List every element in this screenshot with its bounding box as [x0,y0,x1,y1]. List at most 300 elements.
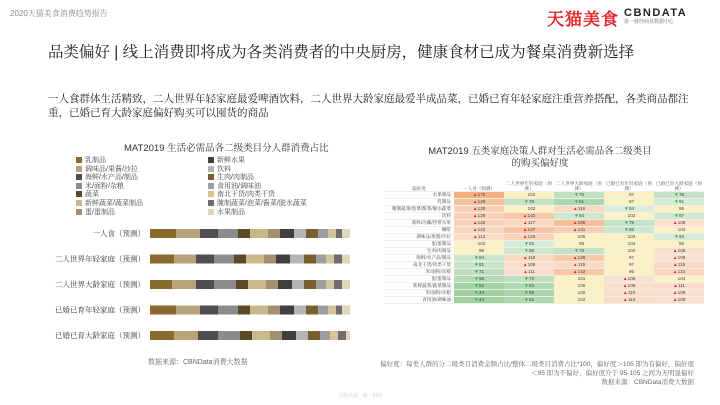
table-header-cell: 一人食（预测） [454,177,504,191]
table-value-cell [654,226,704,233]
arrow-down-icon: ▼ [674,199,679,204]
bar-segment [342,280,350,289]
table-value-cell [554,261,604,268]
arrow-up-icon: ▲ [522,213,528,218]
table-value-cell [654,198,704,205]
arrow-down-icon: ▼ [524,199,529,204]
table-value-cell [504,205,554,212]
bar-segment [330,331,338,340]
bar-segment [174,331,198,340]
arrow-down-icon: ▼ [474,269,479,274]
table-category-cell: 水果制品 [384,191,454,198]
bar-segment [342,255,350,264]
table-value: 109 [527,262,536,267]
table-value-cell [454,254,504,261]
table-value: 84 [578,213,585,218]
arrow-down-icon: ▼ [524,290,529,295]
table-value: 84 [478,255,485,260]
arrow-up-icon: ▲ [573,262,578,267]
arrow-down-icon: ▼ [524,276,529,281]
table-category-cell: 食用油/调味油 [384,296,454,303]
table-value: 98 [478,248,485,253]
table-value: 100 [577,290,586,295]
table-value: 113 [627,297,636,302]
table-value: 61 [578,199,585,204]
table-header-cell: 已婚已育年轻家庭（预测） [604,177,654,191]
bar-segment [218,331,240,340]
table-value-cell [654,289,704,296]
table-value: 108 [677,220,686,225]
table-row [384,233,704,240]
legend-label: 食用油/调味油 [217,182,261,190]
table-value-cell [504,240,554,247]
bar-segment [296,331,308,340]
bar-segment [234,255,246,264]
table-value-cell [454,191,504,198]
table-value-cell [554,268,604,275]
bar-segment [316,255,326,264]
bar-segment [292,280,304,289]
arrow-up-icon: ▲ [572,220,578,225]
arrow-down-icon: ▼ [624,220,629,225]
table-value-cell [504,282,554,289]
table-category-cell: 南北干货/肉类干货 [384,261,454,268]
table-value-cell [504,233,554,240]
table-value-cell [504,296,554,303]
table-value: 97 [628,255,635,260]
arrow-up-icon: ▲ [572,255,578,260]
table-category-cell: 乳制品 [384,198,454,205]
bar-segment [280,229,294,238]
table-value-cell [604,282,654,289]
table-value-cell [454,233,504,240]
arrow-up-icon: ▲ [522,262,528,267]
table-value-cell [604,191,654,198]
bar-segment [334,280,342,289]
table-value: 102 [627,213,636,218]
arrow-up-icon: ▲ [472,220,478,225]
table-value: 111 [528,269,535,274]
bar-segment [268,306,280,315]
table-header-cell: 已婚已育大龄家庭（预测） [654,177,704,191]
bar-segment [282,331,296,340]
bar-segment [304,280,316,289]
bar-category-label: 二人世界年轻家庭（预测） [55,254,145,264]
table-value: 104 [677,276,686,281]
table-value: 142 [577,269,586,274]
legend-label: 调味品/果酱/沙拉 [85,165,138,173]
table-value: 108 [677,248,686,253]
table-value: 78 [678,192,685,197]
preference-source: 数据来源：CBNData消费大数据 [601,379,694,386]
table-value: 73 [528,276,535,281]
table-value: 119 [527,255,536,260]
arrow-down-icon: ▼ [624,206,629,211]
table-value-cell [654,296,704,303]
bar-segment [336,229,342,238]
bar-segment [308,331,320,340]
table-value: 96 [628,269,635,274]
bar-category-label: 已婚已育年轻家庭（预测） [55,305,145,315]
table-value: 44 [478,297,485,302]
preference-note-text: 偏好度：每类人群的分二级类目消费金额占比/整体二级类目消费占比*100，偏好度＞105 即为有偏好，偏好度＜95 即为不偏好，偏好度介于 95-105 之间为无明显偏好 [380,361,694,377]
table-value-cell [604,296,654,303]
table-value: 131 [577,227,586,232]
bar-segment [214,255,234,264]
arrow-up-icon: ▲ [672,269,678,274]
arrow-up-icon: ▲ [622,283,628,288]
bar-segment [200,306,218,315]
legend-label: 南北干货/肉类干货 [217,191,275,199]
table-value-cell [504,212,554,219]
table-value: 101 [577,276,586,281]
legend-label: 新鲜蔬菜/蔬菜制品 [85,200,143,207]
table-row [384,275,704,282]
arrow-up-icon: ▲ [623,297,628,302]
table-value: 93 [678,234,685,239]
arrow-down-icon: ▼ [474,290,479,295]
table-value: 97 [628,192,635,197]
legend-label: 米/面粉/杂粮 [85,182,124,190]
arrow-down-icon: ▼ [574,248,579,253]
table-value-cell [604,254,654,261]
table-value: 78 [528,199,535,204]
arrow-up-icon: ▲ [472,227,478,232]
arrow-up-icon: ▲ [472,192,478,197]
table-category-cell: 调味品/果酱/沙拉 [384,233,454,240]
table-value: 115 [677,262,686,267]
table-value: 155 [577,220,586,225]
table-value: 113 [477,234,486,239]
table-value: 75 [578,192,585,197]
table-value-cell [654,261,704,268]
table-value-cell [554,212,604,219]
arrow-up-icon: ▲ [572,269,578,274]
table-value-cell [504,219,554,226]
bar-segment [334,255,342,264]
table-category-cell: 海鲜/水产品/制品 [384,254,454,261]
arrow-down-icon: ▼ [524,297,529,302]
table-value-cell [604,198,654,205]
bar-segment [238,229,250,238]
table-value-cell [604,289,654,296]
table-row [384,289,704,296]
table-value-cell [604,240,654,247]
table-value-cell [554,296,604,303]
table-value-cell [654,205,704,212]
table-value-cell [654,275,704,282]
table-value: 116 [577,206,586,211]
bar-segment [246,255,264,264]
bar-segment [196,280,214,289]
legend-label: 饮料 [217,165,231,173]
bar-category-label: 一人食（预测） [92,228,145,238]
table-value: 94 [628,206,635,211]
table-value: 126 [477,220,486,225]
table-value: 97 [628,199,635,204]
table-value-cell [604,205,654,212]
cbndata-logo-subtext: 第一财经商业数据中心 [624,19,675,25]
bar-segment [174,255,196,264]
table-value-cell [504,226,554,233]
table-value-cell [604,268,654,275]
arrow-up-icon: ▲ [622,276,628,281]
table-value: 121 [677,269,686,274]
table-row [384,191,704,198]
bar-category-label: 二人世界大龄家庭（预测） [55,279,145,289]
arrow-up-icon: ▲ [672,290,678,295]
arrow-down-icon: ▼ [524,241,529,246]
table-value: 56 [528,290,535,295]
table-value: 64 [528,283,535,288]
bar-segment [338,331,346,340]
arrow-up-icon: ▲ [672,255,678,260]
table-value: 102 [527,206,536,211]
table-value-cell [504,275,554,282]
bar-segment [218,306,238,315]
bar-segment [270,331,282,340]
table-header-cell: 二人世界年轻家庭（预测） [504,177,554,191]
table-value: 62 [528,297,535,302]
bar-segment [236,280,248,289]
table-value-cell [454,240,504,247]
table-value: 110 [627,290,636,295]
preference-table-title: MAT2019 五类家庭决策人群对生活必需品各二级类目的购买偏好度 [428,146,652,169]
arrow-down-icon: ▼ [674,234,679,239]
arrow-up-icon: ▲ [522,227,528,232]
table-category-cell: 蛋/蛋制品 [384,275,454,282]
bar-segment [240,331,252,340]
preference-note [374,360,694,387]
table-row [384,240,704,247]
table-row [384,268,704,275]
table-value-cell [604,233,654,240]
table-value: 109 [677,290,686,295]
cbndata-logo-text: CBNDATA [624,7,688,19]
bar-segment [150,331,174,340]
bar-segment [278,280,292,289]
bar-segment [306,229,318,238]
table-value-cell [604,219,654,226]
table-value-cell [604,212,654,219]
table-value-cell [454,275,504,282]
table-row [384,296,704,303]
table-value: 44 [478,290,485,295]
bar-segment [294,229,306,238]
legend-label: 海鲜/水产品/制品 [85,174,138,182]
table-value-cell [504,191,554,198]
table-header-cell: 二人世界大龄家庭（预测） [554,177,604,191]
table-category-cell: 咖啡 [384,226,454,233]
bar-segment [280,306,294,315]
table-value: 78 [578,248,585,253]
tmall-logo: 天猫美食 [547,10,619,29]
table-value-cell [454,219,504,226]
bar-segment [248,280,266,289]
table-value: 117 [527,220,536,225]
bar-segment [318,229,328,238]
bar-segment [328,306,336,315]
table-row [384,282,704,289]
table-value: 115 [577,262,586,267]
arrow-up-icon: ▲ [523,220,528,225]
table-value: 91 [678,199,685,204]
table-value-cell [554,198,604,205]
table-header-row [384,177,704,191]
stacked-chart-title: MAT2019 生活必需品各二级类目分人群消费占比 [124,143,329,154]
table-category-cell: 新鲜/冷藏/热带水果 [384,219,454,226]
table-value-cell [604,261,654,268]
preference-table [384,177,704,304]
table-row [384,261,704,268]
table-value-cell [504,247,554,254]
arrow-up-icon: ▲ [623,290,628,295]
arrow-up-icon: ▲ [523,255,528,260]
table-value: 109 [677,297,686,302]
bar-segment [200,229,218,238]
bar-segment [198,331,218,340]
arrow-down-icon: ▼ [624,227,629,232]
table-value-cell [454,296,504,303]
table-row [384,205,704,212]
arrow-down-icon: ▼ [574,213,579,218]
table-value: 122 [477,227,486,232]
arrow-up-icon: ▲ [523,269,528,274]
arrow-down-icon: ▼ [574,199,579,204]
table-value-cell [654,240,704,247]
table-value-cell [554,191,604,198]
table-value-cell [554,219,604,226]
table-value: 79 [628,220,635,225]
table-value-cell [554,289,604,296]
bar-segment [150,306,176,315]
table-value-cell [604,226,654,233]
arrow-down-icon: ▼ [524,248,529,253]
bar-segment [290,255,304,264]
arrow-up-icon: ▲ [572,227,578,232]
table-value: 81 [478,262,485,267]
table-row [384,254,704,261]
bar-segment [336,306,342,315]
table-value-cell [554,240,604,247]
table-value: 86 [628,227,635,232]
arrow-down-icon: ▼ [474,283,479,288]
page-subtitle: 一人食群体生活精致，二人世界年轻家庭最爱啤酒饮料，二人世界大龄家庭最爱半成品菜，已婚已育年轻家庭注重营养搭配，各类商品都注重，已婚已育大龄家庭偏好购买可以囤货的商品 [48,93,689,119]
table-value: 103 [627,234,636,239]
arrow-down-icon: ▼ [674,213,679,218]
table-value-cell [554,226,604,233]
table-value: 102 [627,248,636,253]
table-value: 105 [577,283,586,288]
bar-segment [294,306,306,315]
legend-label: 蛋/蛋制品 [85,208,115,216]
table-value: 93 [528,241,535,246]
bar-segment [218,229,238,238]
table-value-cell [554,275,604,282]
table-value-cell [504,268,554,275]
table-value-cell [604,275,654,282]
table-value: 105 [577,234,586,239]
bar-segment [276,255,290,264]
table-value-cell [454,205,504,212]
bar-segment [342,229,350,238]
table-value-cell [554,254,604,261]
table-value-cell [454,212,504,219]
table-row [384,212,704,219]
stacked-chart-source: 数据来源：CBNData消费大数据 [148,359,248,366]
bar-segment [252,331,270,340]
bar-segment [346,331,350,340]
bar-segment [150,280,172,289]
arrow-down-icon: ▼ [574,192,579,197]
arrow-down-icon: ▼ [474,297,479,302]
table-value: 106 [677,255,686,260]
table-value-cell [654,254,704,261]
table-value: 104 [627,241,636,246]
table-row [384,198,704,205]
arrow-up-icon: ▲ [473,234,478,239]
bar-segment [306,306,318,315]
bar-segment [328,229,336,238]
table-value-cell [454,282,504,289]
bar-segment [316,280,326,289]
table-value-cell [604,247,654,254]
table-category-cell: 腌制蔬菜/泡菜/酱菜/脱水蔬菜 [384,205,454,212]
arrow-down-icon: ▼ [474,262,479,267]
table-value: 111 [678,283,685,288]
table-value: 104 [677,227,686,232]
footer-mark: 天猫美食 · 第一财经 [338,393,383,399]
table-category-cell: 米/面粉/杂粮 [384,268,454,275]
legend-label: 腌制蔬菜/泡菜/酱菜/脱水蔬菜 [217,200,307,207]
table-value-cell [454,289,504,296]
table-row [384,247,704,254]
arrow-up-icon: ▲ [472,199,478,204]
table-value-cell [654,282,704,289]
table-category-cell: 蛋/蛋制品 [384,240,454,247]
table-value-cell [504,198,554,205]
arrow-up-icon: ▲ [573,206,578,211]
arrow-up-icon: ▲ [673,262,678,267]
report-label: 2020天猫美食消费趋势报告 [10,9,108,18]
table-value: 95 [678,206,685,211]
table-value: 126 [477,213,486,218]
bar-segment [150,255,174,264]
bar-segment [238,306,250,315]
table-value: 102 [577,297,586,302]
table-value-cell [654,219,704,226]
legend-label: 新鲜水果 [217,157,245,164]
bar-segment [176,306,200,315]
arrow-up-icon: ▲ [672,248,678,253]
bar-segment [266,280,278,289]
table-value: 87 [678,213,685,218]
table-category-cell: 米/面粉/杂粮 [384,289,454,296]
table-value: 139 [577,255,586,260]
bar-segment [264,255,276,264]
table-value: 66 [478,276,485,281]
table-value-cell [454,268,504,275]
table-value: 97 [628,262,635,267]
table-value: 52 [478,283,485,288]
table-value: 106 [627,276,636,281]
arrow-down-icon: ▼ [474,255,479,260]
page-title: 品类偏好 | 线上消费即将成为各类消费者的中央厨房，健康食材已成为餐桌消费新选择 [48,44,635,61]
table-value: 108 [627,283,636,288]
bar-segment [326,280,334,289]
table-value-cell [504,289,554,296]
bar-segment [196,255,214,264]
